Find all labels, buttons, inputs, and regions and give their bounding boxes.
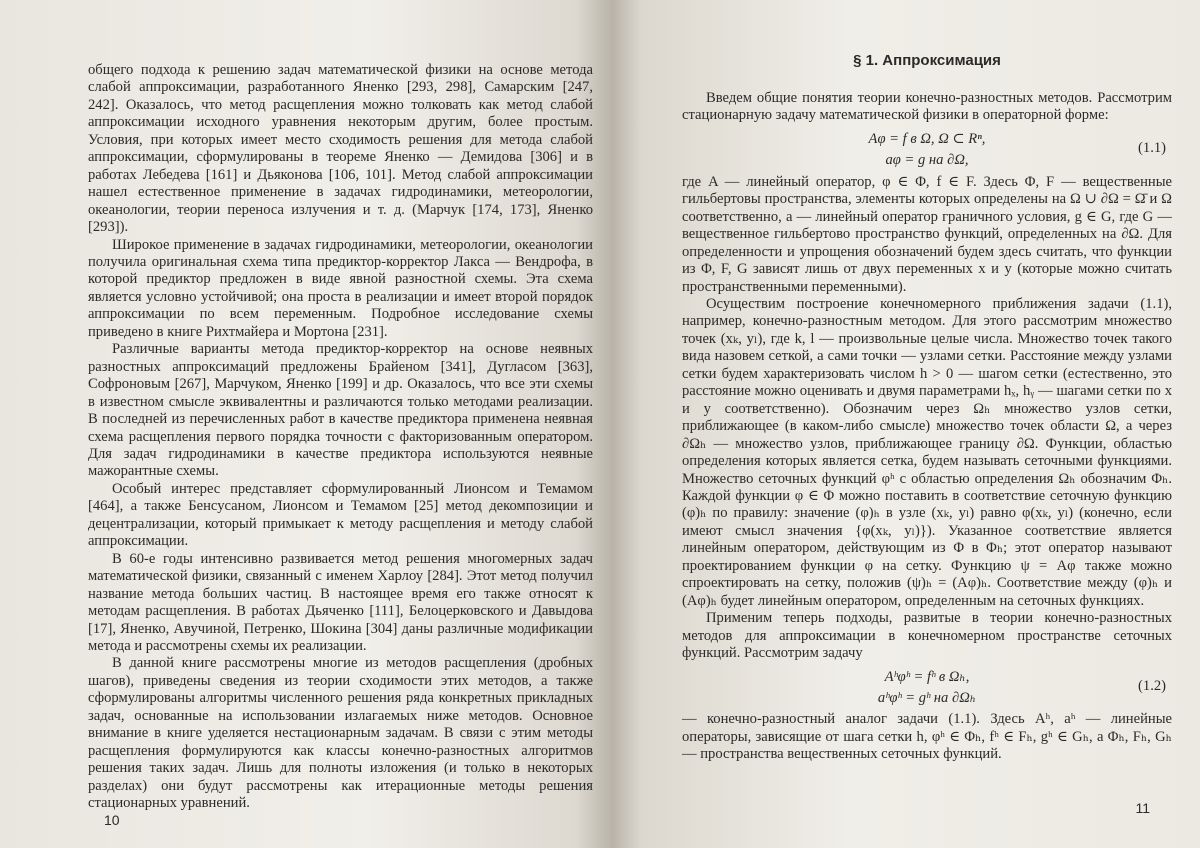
paragraph: В данной книге рассмотрены многие из методов расщепления (дробных шагов), приведены сведения из теории сходимости этих методов, а также сформулированы алгоритмы численного решения ряда конкретных прикладных задач, основанные на использовании излагаемых ниже методов. Основное внимание в книге уделяется нестационарным задачам. В связи с этим методы расщепления формулируются как классы конечно-разностных алгоритмов решения таких задач. Лишь для полноты изложения (и только в некоторых разделах) они будут рассмотрены как итерационные методы решения стационарных уравнений. (88, 655, 593, 812)
equation-number: (1.1) (1138, 139, 1166, 156)
paragraph: Особый интерес представляет сформулированный Лионсом и Темамом [464], а также Бенсусаном, Лионсом и Темамом [25] метод декомпозиции и децентрализации, который примыкает к методу расщепления и методу слабой аппроксимации. (88, 480, 593, 550)
formula-line: aʰφʰ = gʰ на ∂Ωₕ (877, 689, 977, 706)
formula-line: Aʰφʰ = fʰ в Ωₕ, (884, 668, 970, 685)
paragraph: Широкое применение в задачах гидродинамики, метеорологии, океанологии получила оригинальная схема типа предиктор-корректор Лакса — Вендрофа, в которой предиктор предложен в виде явной разностной схемы. Эта схема является условно устойчивой; она проста в реализации и имеет второй порядок аппроксимации по всем переменным. Подробное исследование схемы приведено в книге Рихтмайера и Мортона [231]. (88, 236, 593, 340)
right-page-text (682, 90, 1172, 764)
paragraph: Введем общие понятия теории конечно-разностных методов. Рассмотрим стационарную задачу математической физики в операторной форме: (682, 90, 1172, 124)
paragraph: общего подхода к решению задач математической физики на основе метода слабой аппроксимации, разработанного Яненко [293, 298], Самарским [247, 242]. Оказалось, что метод расщепления можно толковать как метод слабой аппроксимации исходного уравнения некоторым другим, более простым. Условия, при которых имеет место сходимость решения для метода слабой аппроксимации, сформулированы в теореме Яненко — Демидова [306] и в работах Лебедева [161] и Дьяконова [106, 101]. Метод слабой аппроксимации нашел естественное применение в задачах гидродинамики, метеорологии, океанологии, теории переноса излучения и т. д. (Марчук [174, 173], Яненко [293]). (88, 62, 593, 236)
equation-number: (1.2) (1138, 677, 1166, 694)
section-heading: § 1. Аппроксимация (853, 52, 1001, 69)
left-page-text (88, 62, 593, 812)
paragraph: Применим теперь подходы, развитые в теории конечно-разностных методов для аппроксимации в конечномерном пространстве сеточных функций. Рассмотрим задачу (682, 610, 1172, 662)
formula-1-1 (682, 131, 1172, 170)
paragraph: Осуществим построение конечномерного приближения задачи (1.1), например, конечно-разностным методом. Для этого рассмотрим множество точек (xₖ, yₗ), где k, l — произвольные целые числа. Множество точек такого вида назовем сеткой, а сами точки — узлами сетки. Расстояние между узлами сетки будем характеризовать числом h > 0 — шагом сетки (естественно, это расстояние можно оценивать и двумя параметрами hₓ, hᵧ — шагами сетки по x и y соответственно). Обозначим через Ωₕ множество узлов сетки, приближающее (в каком-либо смысле) множество точек области Ω, а через ∂Ωₕ — множество узлов, приближающее границу ∂Ω. Функции, областью определения которых является сетка, будем называть сеточными функциями. Множество сеточных функций φʰ с областью определения Ωₕ обозначим Φₕ. Каждой функции φ ∈ Φ можно поставить в соответствие сеточную функцию (φ)ₕ по правилу: значение (φ)ₕ в узле (xₖ, yₗ) равно φ(xₖ, yₗ) (конечно, если имеют смысл значения {φ(xₖ, yₗ)}). Указанное соответствие является линейным оператором, действующим из Φ в Φₕ; этот оператор называют проектированием функции φ на сетку. Функцию ψ = Aφ также можно спроектировать на сетку, положив (ψ)ₕ = (Aφ)ₕ. Соответствие между (φ)ₕ и (Aφ)ₕ будет линейным оператором, определенным на сеточных функциях. (682, 295, 1172, 609)
paragraph: Различные варианты метода предиктор-корректор на основе неявных разностных аппроксимаций предложены Брайеном [341], Дугласом [363], Софроновым [267], Марчуком, Яненко [199] и др. Оказалось, что все эти схемы в известном смысле эквивалентны и различаются только методами реализации. В последней из перечисленных работ в качестве предиктора применена неявная схема расщепления первого порядка точности с факторизованным оператором. Для задач гидродинамики в качестве предиктора используются неявные мажорантные схемы. (88, 341, 593, 480)
right-page (612, 0, 1200, 848)
formula-line: Aφ = f в Ω, Ω ⊂ Rⁿ, (868, 130, 986, 147)
paragraph: где A — линейный оператор, φ ∈ Φ, f ∈ F. Здесь Φ, F — вещественные гильбертовы пространства, элементы которых определены на Ω ∪ ∂Ω = Ω̄ и Ω соответственно, a — линейный оператор граничного условия, g ∈ G, где G — вещественное гильбертово пространство функций, определенных на ∂Ω. Для определенности и упрощения обозначений будем здесь считать, что функции из Φ, F, G зависят лишь от двух переменных x и y (которые можно считать пространственными переменными). (682, 173, 1172, 295)
page-number: 10 (104, 812, 120, 828)
formula-line: aφ = g на ∂Ω, (885, 152, 969, 169)
paragraph: В 60-е годы интенсивно развивается метод решения многомерных задач математической физики, связанный с именем Харлоу [284]. Этот метод получил название метода больших частиц. В настоящее время его также относят к методам расщепления. В работах Дьяченко [111], Белоцерковского и Давыдова [17], Яненко, Авучиной, Петренко, Шокина [304] даны различные модификации метода и рассмотрены схемы их реализации. (88, 550, 593, 654)
formula-1-2 (682, 669, 1172, 708)
paragraph: — конечно-разностный аналог задачи (1.1). Здесь Aʰ, aʰ — линейные операторы, зависящие от шага сетки h, φʰ ∈ Φₕ, fʰ ∈ Fₕ, gʰ ∈ Gₕ, а Φₕ, Fₕ, Gₕ — пространства вещественных сеточных функций. (682, 711, 1172, 763)
page-number: 11 (1135, 800, 1150, 816)
